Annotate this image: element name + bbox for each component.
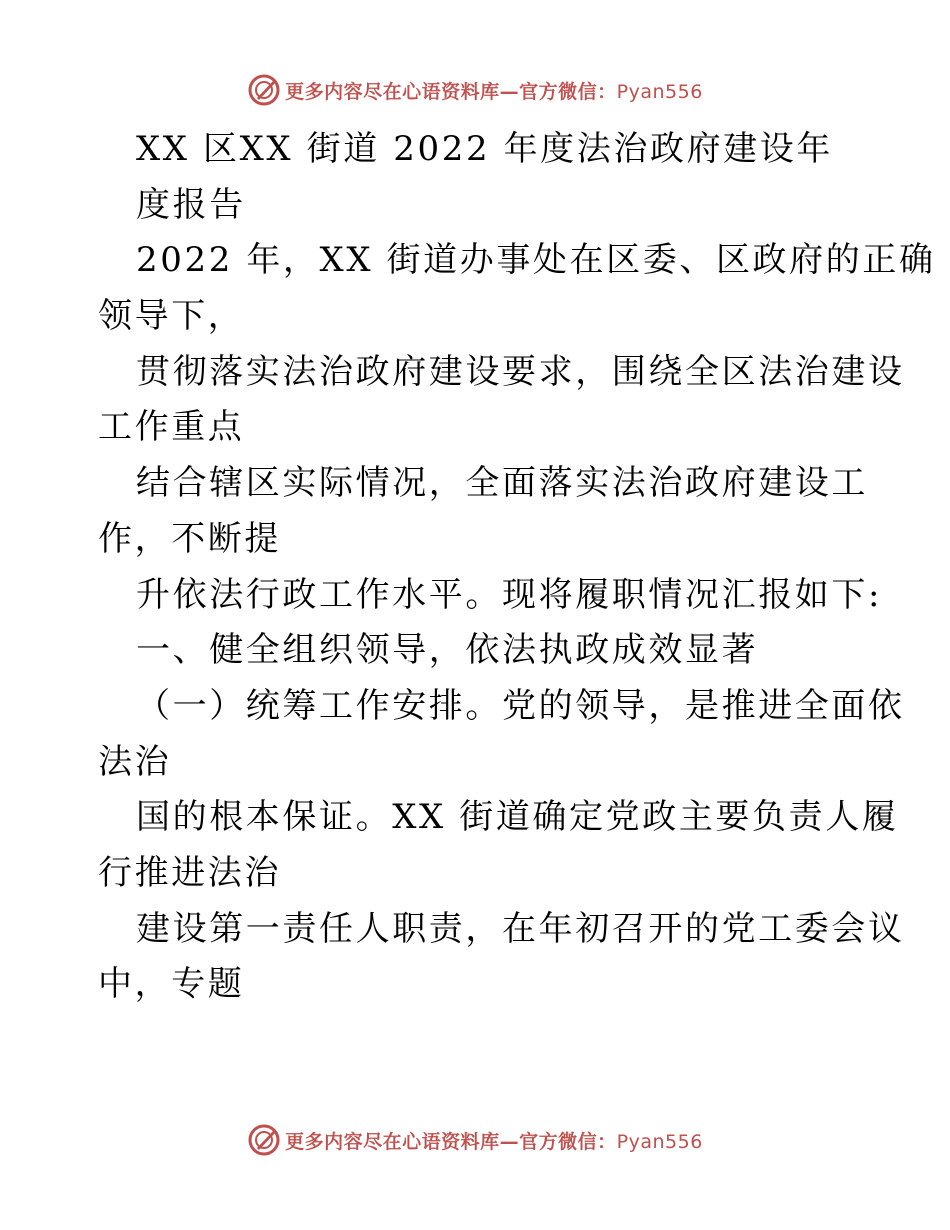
paragraph-line: 领导下， <box>98 296 245 337</box>
section-heading: 一、健全组织领导，依法执政成效显著 <box>136 630 759 671</box>
document-title-line-1: XX 区XX 街道 2022 年度法治政府建设年 <box>136 129 833 169</box>
footer-banner-text <box>285 1127 703 1154</box>
paragraph-line: 行推进法治 <box>98 852 281 893</box>
document-body <box>98 122 936 1013</box>
paragraph-line: 升依法行政工作水平。现将履职情况汇报如下: <box>136 574 883 615</box>
paragraph-line: 建设第一责任人职责，在年初召开的党工委会议 <box>136 908 905 949</box>
document-title-line-2: 度报告 <box>136 184 246 225</box>
paragraph-line: 贯彻落实法治政府建设要求，围绕全区法治建设 <box>136 351 905 392</box>
paragraph-line: 法治 <box>98 741 172 782</box>
header-wechat-id: Pyan556 <box>616 80 703 103</box>
footer-banner <box>0 1120 950 1160</box>
header-banner-label: 更多内容尽在心语资料库—官方微信： <box>285 80 617 103</box>
paragraph-line: 结合辖区实际情况，全面落实法治政府建设工 <box>136 463 868 504</box>
footer-banner-label: 更多内容尽在心语资料库—官方微信： <box>285 1130 617 1153</box>
paragraph-line: 国的根本保证。XX 街道确定党政主要负责人履 <box>136 797 899 838</box>
logo-icon <box>247 1123 281 1157</box>
paragraph-line: 作，不断提 <box>98 518 281 559</box>
paragraph-line: 工作重点 <box>98 407 245 448</box>
paragraph-line: （一）统筹工作安排。党的领导，是推进全面依 <box>136 685 905 726</box>
paragraph-line: 中，专题 <box>98 964 245 1005</box>
paragraph-line: 2022 年，XX 街道办事处在区委、区政府的正确 <box>136 240 936 281</box>
header-banner <box>0 70 950 110</box>
footer-wechat-id: Pyan556 <box>616 1130 703 1153</box>
header-banner-text <box>285 77 703 104</box>
logo-icon <box>247 73 281 107</box>
